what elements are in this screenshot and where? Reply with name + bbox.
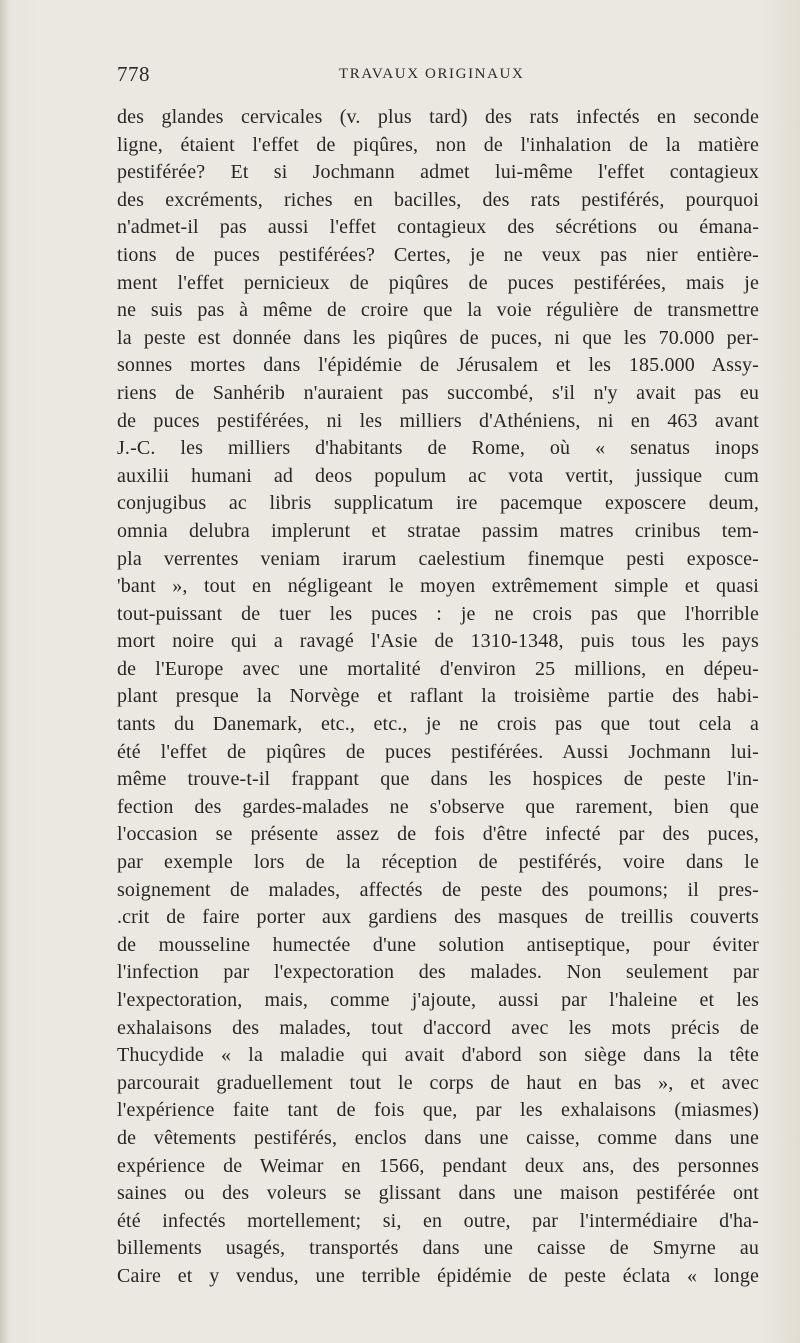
text-line: de puces pestiférées, ni les milliers d'Athéniens, ni en 463 avant: [117, 409, 759, 432]
body-text: [117, 104, 759, 1291]
text-line: l'expectoration, mais, comme j'ajoute, aussi par l'haleine et les: [117, 989, 759, 1011]
text-line: mort noire qui a ravagé l'Asie de 1310-1348, puis tous les pays: [117, 630, 759, 653]
text-line: Caire et y vendus, une terrible épidémie de peste éclata « longe: [117, 1264, 759, 1287]
text-line: sonnes mortes dans l'épidémie de Jérusalem et les 185.000 Assy-: [117, 354, 759, 377]
text-line: conjugibus ac libris supplicatum ire pacemque exposcere deum,: [117, 492, 759, 515]
text-line: tants du Danemark, etc., etc., je ne crois pas que tout cela a: [117, 713, 759, 736]
text-line: ligne, étaient l'effet de piqûres, non de l'inhalation de la matière: [117, 133, 759, 156]
text-line: riens de Sanhérib n'auraient pas succombé, s'il n'y avait pas eu: [117, 381, 759, 404]
text-line: pla verrentes veniam irarum caelestium finemque pesti exposce-: [117, 547, 759, 570]
text-line: parcourait graduellement tout le corps de haut en bas », et avec: [117, 1071, 759, 1094]
text-line: Thucydide « la maladie qui avait d'abord son siège dans la tête: [117, 1044, 759, 1067]
page-header: [117, 62, 759, 92]
text-line: .crit de faire porter aux gardiens des masques de treillis couverts: [117, 906, 759, 929]
text-line: été l'effet de piqûres de puces pestiférées. Aussi Jochmann lui-: [117, 740, 759, 763]
text-line: de vêtements pestiférés, enclos dans une caisse, comme dans une: [117, 1126, 759, 1149]
text-line: exhalaisons des malades, tout d'accord avec les mots précis de: [117, 1016, 759, 1039]
text-line: omnia delubra implerunt et stratae passim matres crinibus tem-: [117, 519, 759, 542]
running-head: TRAVAUX ORIGINAUX: [339, 66, 525, 82]
text-line: l'expérience faite tant de fois que, par les exhalaisons (miasmes): [117, 1099, 759, 1122]
text-line: expérience de Weimar en 1566, pendant deux ans, des personnes: [117, 1154, 759, 1177]
text-line: de l'Europe avec une mortalité d'environ 25 millions, en dépeu-: [117, 657, 759, 680]
text-line: n'admet-il pas aussi l'effet contagieux des sécrétions ou émana-: [117, 216, 759, 239]
text-line: même trouve-t-il frappant que dans les hospices de peste l'in-: [117, 768, 759, 791]
text-line: pestiférée? Et si Jochmann admet lui-même l'effet contagieux: [117, 161, 759, 184]
text-line: ment l'effet pernicieux de piqûres de puces pestiférées, mais je: [117, 271, 759, 294]
text-line: 'bant », tout en négligeant le moyen extrêmement simple et quasi: [117, 575, 759, 598]
text-line: plant presque la Norvège et raflant la troisième partie des habi-: [117, 685, 759, 708]
text-line: l'infection par l'expectoration des malades. Non seulement par: [117, 961, 759, 984]
text-line: des excréments, riches en bacilles, des rats pestiférés, pourquoi: [117, 188, 759, 211]
text-line: tout-puissant de tuer les puces : je ne crois pas que l'horrible: [117, 602, 759, 625]
text-line: ne suis pas à même de croire que la voie régulière de transmettre: [117, 299, 759, 322]
text-line: la peste est donnée dans les piqûres de puces, ni que les 70.000 per-: [117, 326, 759, 349]
text-line: par exemple lors de la réception de pestiférés, voire dans le: [117, 851, 759, 874]
text-line: saines ou des voleurs se glissant dans une maison pestiférée ont: [117, 1182, 759, 1205]
text-line: fection des gardes-malades ne s'observe que rarement, bien que: [117, 795, 759, 818]
page-number: 778: [117, 62, 150, 86]
text-line: l'occasion se présente assez de fois d'être infecté par des puces,: [117, 823, 759, 846]
text-line: tions de puces pestiférées? Certes, je ne veux pas nier entière-: [117, 243, 759, 266]
text-line: des glandes cervicales (v. plus tard) des rats infectés en seconde: [117, 106, 759, 128]
text-line: de mousseline humectée d'une solution antiseptique, pour éviter: [117, 933, 759, 956]
text-line: été infectés mortellement; si, en outre, par l'intermédiaire d'ha-: [117, 1209, 759, 1232]
text-line: J.-C. les milliers d'habitants de Rome, où « senatus inops: [117, 437, 759, 460]
text-line: soignement de malades, affectés de peste des poumons; il pres-: [117, 878, 759, 901]
text-line: auxilii humani ad deos populum ac vota vertit, jussique cum: [117, 464, 759, 487]
text-line: billements usagés, transportés dans une caisse de Smyrne au: [117, 1237, 759, 1260]
